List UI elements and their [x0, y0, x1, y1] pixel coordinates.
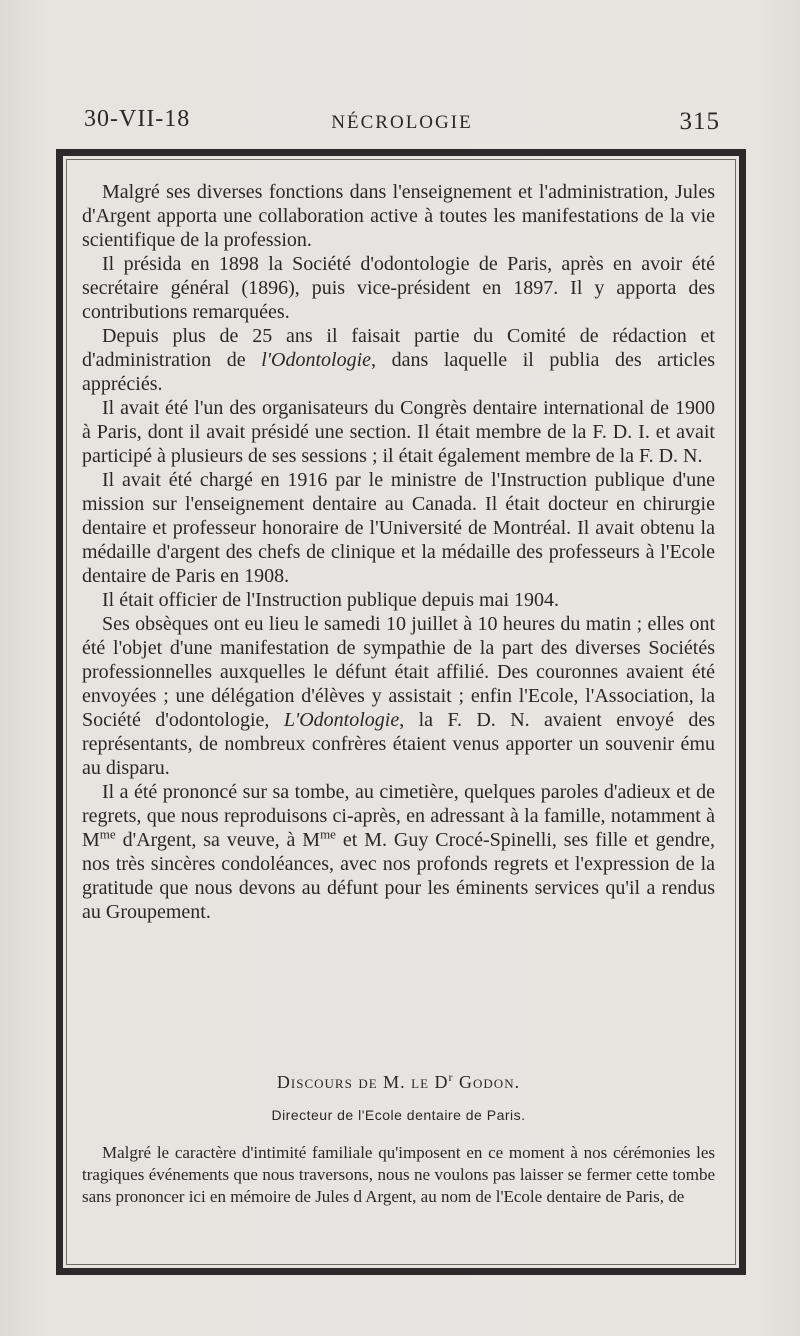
superscript-me-2: me [320, 826, 336, 842]
running-head [84, 106, 720, 140]
paragraph-4: Il avait été l'un des organisateurs du Congrès dentaire international de 1900 à Paris, dont il avait présidé une section. Il était membre de la F. D. I. et avait participé à plusieurs de ses sessions ; il était également membre de la F. D. N. [82, 397, 715, 467]
superscript-me-1: me [99, 826, 116, 842]
obituary-body [82, 180, 715, 924]
paragraph-8-text-b: d'Argent, sa veuve, à M [115, 829, 321, 851]
paragraph-3-text-a: Depuis plus de 25 ans il faisait partie du Comité de rédaction et d'administration de [82, 325, 715, 371]
paragraph-7-text-b: , la F. D. N. avaient envoyé des représentants, de nombreux confrères étaient venus apporter un souvenir ému au disparu. [82, 709, 716, 779]
paragraph-1: Malgré ses diverses fonctions dans l'enseignement et l'administration, Jules d'Argent apporta une collaboration active à toutes les manifestations de la vie scientifique de la profession. [82, 181, 715, 251]
running-head-date: 30-VII-18 [84, 106, 191, 132]
paragraph-2: Il présida en 1898 la Société d'odontologie de Paris, après en avoir été secrétaire général (1896), puis vice-président en 1897. Il y apporta des contributions remarquées. [82, 253, 715, 323]
journal-title-2: L'Odontologie [283, 709, 400, 731]
paragraph-7-text-a: Ses obsèques ont eu lieu le samedi 10 juillet à 10 heures du matin ; elles ont été l'objet d'une manifestation de sympathie de la part des diverses Sociétés professionnelles auxquelles le défunt était affilié. Des couronnes avaient été envoyées ; une délégation d'élèves y assistait ; enfin l'Ecole, l'Association, la Société d'odontologie, [82, 613, 715, 731]
speech-body [82, 1142, 715, 1208]
paragraph-6: Il était officier de l'Instruction publique depuis mai 1904. [102, 589, 560, 611]
journal-title: l'Odontologie [261, 349, 372, 371]
paragraph-8-text-a: Il a été prononcé sur sa tombe, au cimetière, quelques paroles d'adieux et de regrets, que nous reproduisons ci-après, en adressant à la famille, notamment à M [82, 781, 715, 851]
speech-paragraph: Malgré le caractère d'intimité familiale qu'imposent en ce moment à nos cérémonies les tragiques événements que nous traversons, nous ne voulons pas laisser se fermer cette tombe sans prononcer ici en mémoire de Jules d Argent, au nom de l'Ecole dentaire de Paris, de [82, 1143, 715, 1206]
paragraph-8-text-c: et M. Guy Crocé-Spinelli, ses fille et gendre, nos très sincères condoléances, avec nos profonds regrets et l'expression de la gratitude que nous devons au défunt pour les éminents services qu'il a rendus au Groupement. [82, 829, 715, 923]
speech-title-a: Discours de M. le D [276, 1072, 449, 1092]
paragraph-3 [82, 324, 715, 396]
speech-title [82, 1070, 715, 1093]
speech-title-superscript: r [448, 1070, 454, 1084]
paragraph-3-text-b: , dans laquelle il publia des articles appréciés. [82, 349, 715, 395]
speech-title-b: Godon. [453, 1072, 521, 1092]
speech-heading [82, 1070, 715, 1123]
paragraph-7 [82, 612, 715, 780]
page-number: 315 [679, 108, 720, 135]
paragraph-8 [82, 780, 715, 924]
running-head-section: NÉCROLOGIE [331, 112, 473, 133]
speech-subtitle: Directeur de l'Ecole dentaire de Paris. [271, 1107, 526, 1123]
paragraph-5: Il avait été chargé en 1916 par le ministre de l'Instruction publique d'une mission sur l'enseignement dentaire au Canada. Il était docteur en chirurgie dentaire et professeur honoraire de l'Université de Montréal. Il avait obtenu la médaille d'argent des chefs de clinique et la médaille des professeurs à l'Ecole dentaire de Paris en 1908. [82, 469, 715, 587]
